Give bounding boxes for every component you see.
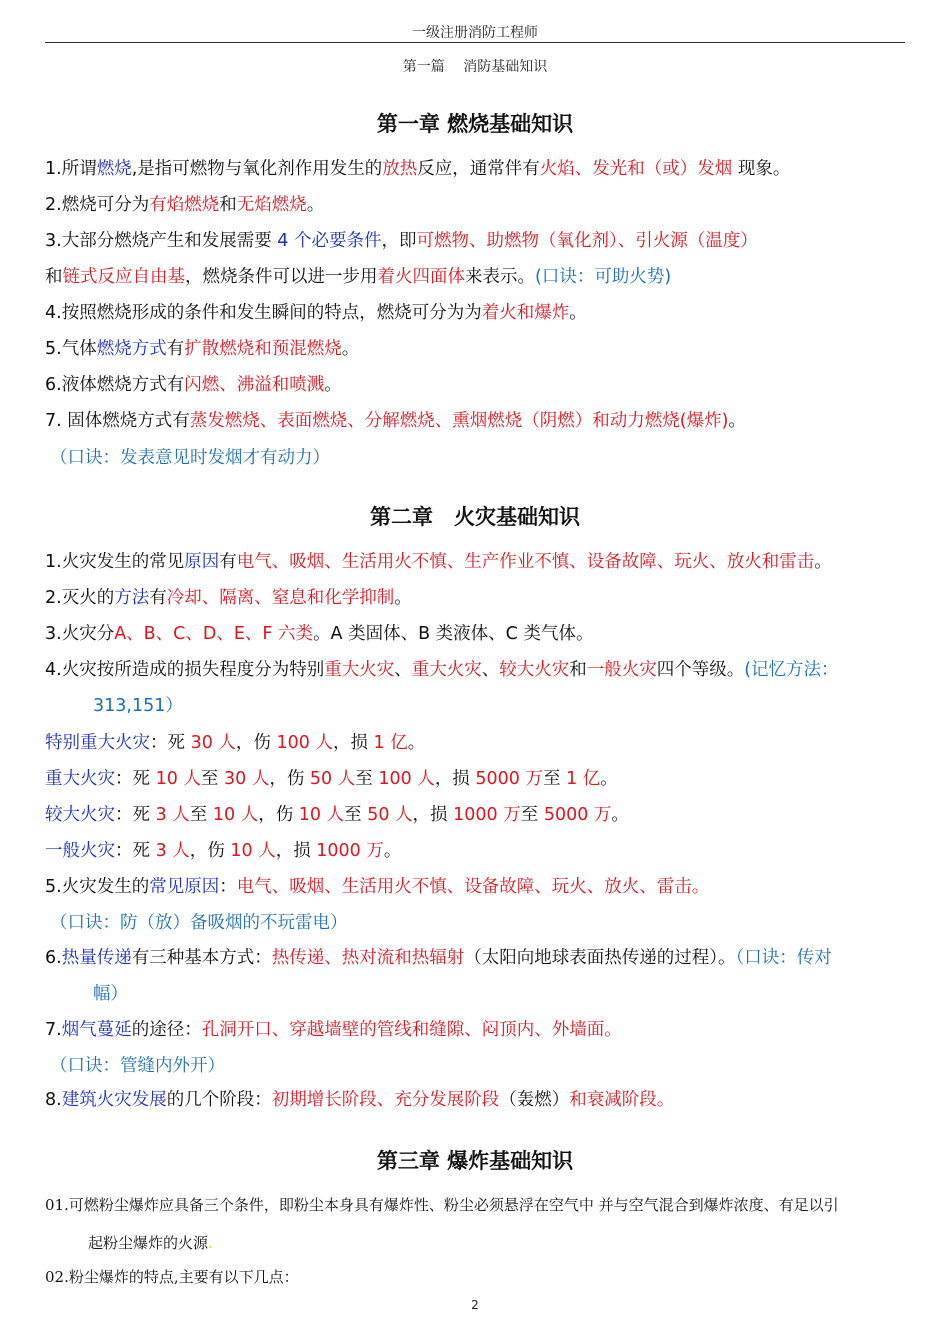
text-run: 8. (45, 1090, 62, 1110)
text-run: ，伤 (235, 733, 277, 753)
text-run: 313,151） (93, 696, 183, 716)
paragraph-02: 02.粉尘爆炸的特点,主要有以下几点： (45, 1268, 299, 1286)
text-run: 10 人 (155, 769, 201, 789)
text-run: 至 (189, 805, 213, 825)
text-run: 10 人 (298, 805, 345, 825)
text-run: ：死 (115, 805, 156, 825)
text-run: （口诀：防（放）备吸烟的不玩雷电） (50, 913, 348, 933)
text-run: 4.火灾按所造成的损失程度分为特别 (45, 660, 325, 680)
text-run: 四个等级。 (656, 660, 745, 680)
text-run: 100 人 (378, 769, 435, 789)
text-run: 。 (383, 841, 402, 861)
text-line (45, 658, 839, 682)
text-run: 一般火灾 (586, 660, 657, 680)
text-line (45, 875, 709, 899)
paragraph-01-line2: 起粉尘爆炸的火源. (88, 1234, 213, 1252)
text-line (50, 1054, 225, 1078)
text-run: 。 (324, 375, 342, 395)
text-run: 来表示。 (465, 267, 535, 287)
text-run: 的几个阶段： (166, 1090, 272, 1110)
text-run: 有焰燃烧 (149, 195, 220, 215)
text-line (45, 622, 593, 646)
text-run: 。A 类固体、B 类液体、C 类气体。 (313, 624, 594, 644)
text-run: 较大火灾 (499, 660, 570, 680)
text-run: 5.气体 (45, 339, 97, 359)
text-line (45, 767, 618, 791)
text-run: 火焰、发光和（或）发烟 (539, 159, 733, 179)
text-run: 较大火灾 (45, 805, 115, 825)
header-rule (45, 42, 905, 43)
text-run: 重大火灾 (45, 769, 115, 789)
text-run: 。 (569, 303, 587, 323)
text-run: 5.火灾发生的 (45, 877, 150, 897)
text-run: 一般火灾 (45, 841, 115, 861)
text-run: 方法 (114, 588, 150, 608)
text-line (50, 911, 348, 935)
text-run: 无焰燃烧 (236, 195, 307, 215)
text-line (93, 694, 183, 718)
text-run: 常见原因 (149, 877, 220, 897)
text-run: ，伤 (258, 805, 299, 825)
text-run: 5000 万 (475, 769, 543, 789)
text-line (45, 550, 832, 574)
text-run: 6.液体燃烧方式有 (45, 375, 185, 395)
text-line (93, 982, 128, 1006)
text-run: 燃烧 (96, 159, 132, 179)
text-run: 燃烧方式 (96, 339, 167, 359)
text-line (45, 803, 629, 827)
part-title: 第一篇 消防基础知识 (402, 59, 548, 75)
text-run: 烟气蔓延 (61, 1020, 132, 1040)
text-run: 至 (520, 805, 544, 825)
text-run: ，损 (275, 841, 317, 861)
text-run: 现象。 (732, 159, 791, 179)
text-run: ,是指可燃物与氧化剂作用发生的 (131, 159, 383, 179)
text-run: 原因 (184, 552, 220, 572)
text-line (45, 301, 587, 325)
text-run: ，损 (332, 733, 374, 753)
text-run: ：死 (150, 733, 191, 753)
text-run: 50 人 (309, 769, 356, 789)
text-run: 和 (45, 267, 63, 287)
chapter-2-title: 第二章 火灾基础知识 (370, 504, 580, 529)
text-run: 建筑火灾发展 (61, 1090, 167, 1110)
text-run: 1000 万 (453, 805, 521, 825)
text-line (45, 409, 746, 433)
text-run: 。 (394, 588, 412, 608)
text-run: 4.按照燃烧形成的条件和发生瞬间的特点，燃烧可分为为 (45, 303, 482, 323)
text-run: 2.燃烧可分为 (45, 195, 150, 215)
text-line (50, 446, 330, 470)
text-run: 热传递、热对流和热辐射 (271, 948, 465, 968)
text-run: 初期增长阶段、充分发展阶段 (271, 1090, 500, 1110)
text-run: 至 (344, 805, 368, 825)
text-run: 重大火灾 (411, 660, 482, 680)
text-run: ：死 (115, 769, 156, 789)
text-run: 。 (407, 733, 426, 753)
text-run: 1.火灾发生的常见 (45, 552, 185, 572)
chapter-3-title: 第三章 爆炸基础知识 (376, 1148, 574, 1173)
text-run: 扩散燃烧和预混燃烧 (184, 339, 342, 359)
text-run: 有 (149, 588, 167, 608)
text-run: 3.火灾分 (45, 624, 115, 644)
text-run: 电气、吸烟、生活用火不慎、设备故障、玩火、放火、雷击。 (236, 877, 710, 897)
text-run: ，损 (434, 769, 476, 789)
text-run: 着火和爆炸 (481, 303, 570, 323)
text-run: (口诀：可助火势) (535, 267, 672, 287)
text-run: 至 (355, 769, 379, 789)
chapter-1-title: 第一章 燃烧基础知识 (376, 111, 574, 136)
text-line (45, 1018, 622, 1042)
text-line (45, 157, 790, 181)
text-line (45, 1088, 674, 1112)
text-run: 可燃物、助燃物（氧化剂）、引火源（温度） (416, 231, 758, 251)
text-run: 。 (306, 195, 325, 215)
text-run: 。 (341, 339, 360, 359)
text-run: ，伤 (189, 841, 231, 861)
text-run: 、 (481, 660, 500, 680)
text-line (45, 229, 758, 253)
page-number: 2 (471, 1298, 479, 1312)
text-run: 、 (394, 660, 412, 680)
text-run: 有 (219, 552, 237, 572)
text-run: 6. (45, 948, 62, 968)
text-run: （口诀：管缝内外开） (50, 1056, 225, 1076)
text-run: 放热 (382, 159, 418, 179)
text-run: 闪燃、沸溢和喷溅 (184, 375, 325, 395)
text-run: 孔洞开口、穿越墙壁的管线和缝隙、闷顶内、外墙面。 (201, 1020, 622, 1040)
text-run: 1 亿 (373, 733, 408, 753)
text-run: 10 人 (212, 805, 259, 825)
text-run: 。 (728, 411, 746, 431)
text-run: 30 人 (190, 733, 236, 753)
text-run: 5000 万 (543, 805, 612, 825)
text-run: ： (219, 877, 237, 897)
text-run: 蒸发燃烧、表面燃烧、分解燃烧、熏烟燃烧（阴燃）和动力燃烧(爆炸) (189, 411, 729, 431)
text-run: 至 (543, 769, 567, 789)
text-run: (记忆方法： (744, 660, 839, 680)
text-line (45, 731, 425, 755)
text-run: ，伤 (269, 769, 310, 789)
text-run: A、B、C、D、E、F 六类 (114, 624, 314, 644)
text-run: 幅） (93, 984, 128, 1004)
text-run: 50 人 (367, 805, 413, 825)
text-run: 1 亿 (566, 769, 601, 789)
text-line (45, 193, 324, 217)
text-run: 电气、吸烟、生活用火不慎、生产作业不慎、设备故障、玩火、放火和雷击 (236, 552, 815, 572)
text-run: ，即 (381, 231, 417, 251)
text-run: 。 (600, 769, 618, 789)
text-run: （口诀：传对 (735, 948, 832, 968)
text-run: 反应，通常伴有 (417, 159, 540, 179)
text-run: 和 (219, 195, 237, 215)
text-run: 的途径： (131, 1020, 202, 1040)
text-run: 有三种基本方式： (131, 948, 272, 968)
text-run: 重大火灾 (324, 660, 395, 680)
text-run: 热量传递 (61, 948, 132, 968)
text-run: 100 人 (276, 733, 333, 753)
text-line (45, 373, 342, 397)
text-run: 10 人 (230, 841, 276, 861)
text-run: 4 个必要条件 (277, 231, 382, 251)
text-run: （太阳向地球表面热传递的过程）。 (464, 948, 736, 968)
text-run: 冷却、隔离、窒息和化学抑制 (166, 588, 395, 608)
text-run: 。 (814, 552, 832, 572)
text-line (45, 839, 401, 863)
paragraph-01-line1: 01.可燃粉尘爆炸应具备三个条件，即粉尘本身具有爆炸性、粉尘必须悬浮在空气中 并与空气混合到爆炸浓度、有足以引 (45, 1196, 839, 1214)
text-run: 2.灭火的 (45, 588, 115, 608)
text-run: 3 人 (155, 841, 190, 861)
text-run: 有 (166, 339, 185, 359)
text-run: 1.所谓 (45, 159, 97, 179)
text-run: ：死 (115, 841, 156, 861)
text-line (45, 337, 359, 361)
text-run: （口诀：发表意见时发烟才有动力） (50, 448, 330, 468)
text-run: 30 人 (224, 769, 270, 789)
text-run: ，损 (412, 805, 454, 825)
text-run: 3.大部分燃烧产生和发展需要 (45, 231, 278, 251)
text-run: 。 (611, 805, 629, 825)
running-header: 一级注册消防工程师 (412, 25, 538, 41)
text-run: 1000 万 (316, 841, 384, 861)
text-run: 特别重大火灾 (45, 733, 150, 753)
text-line (45, 946, 832, 970)
text-line (45, 586, 412, 610)
text-run: 链式反应自由基 (62, 267, 185, 287)
text-run: 7. 固体燃烧方式有 (45, 411, 190, 431)
text-run: 着火四面体 (377, 267, 465, 287)
text-run: ，燃烧条件可以进一步用 (185, 267, 378, 287)
text-run: 和衰减阶段。 (569, 1090, 675, 1110)
text-run: （轰燃） (499, 1090, 570, 1110)
text-line (45, 265, 671, 289)
text-run: 7. (45, 1020, 62, 1040)
text-run: 和 (569, 660, 587, 680)
text-run: 3 人 (155, 805, 190, 825)
text-run: 至 (200, 769, 224, 789)
